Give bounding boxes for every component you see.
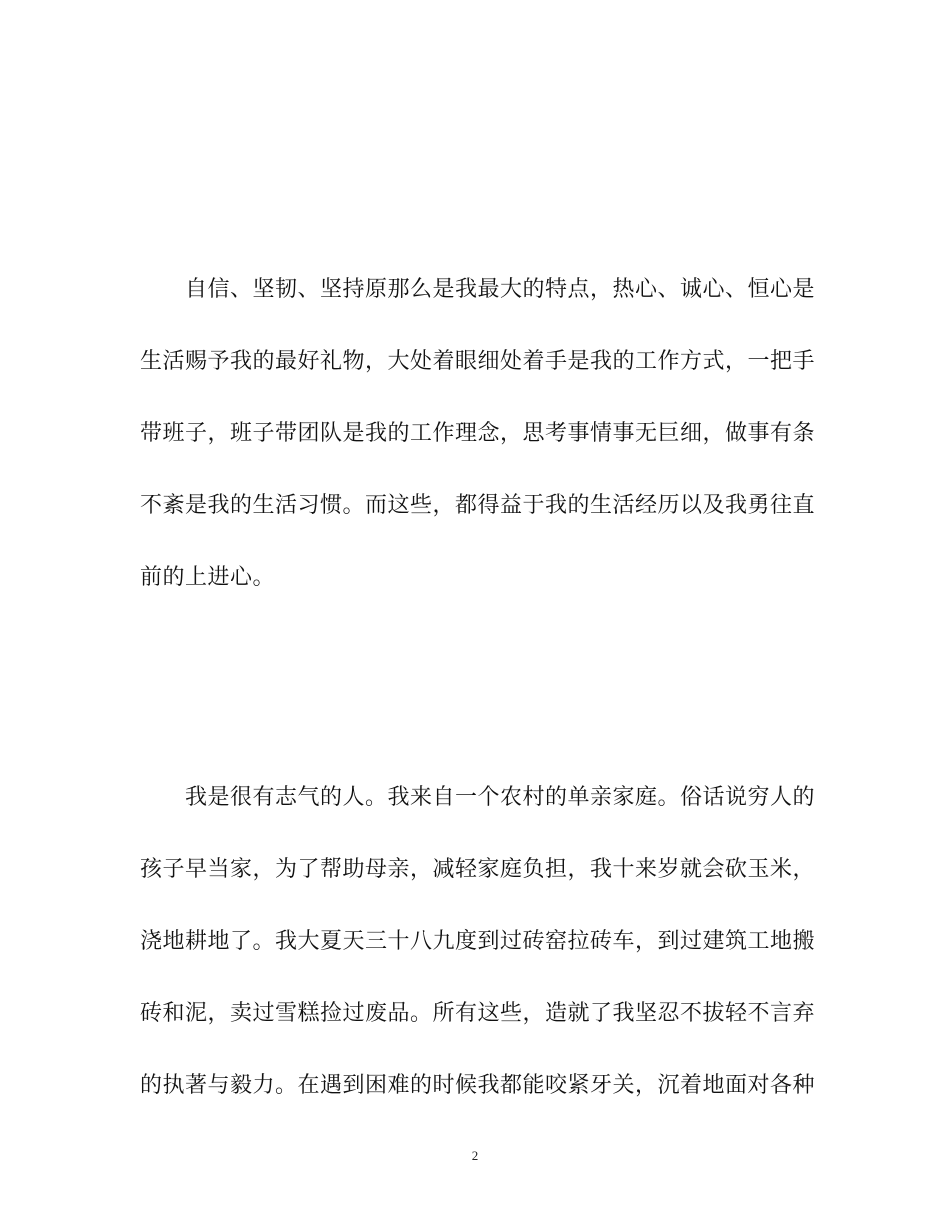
text-line: 前的上进心。: [140, 565, 276, 590]
text-line: 带班子，班子带团队是我的工作理念，思考事情事无巨细，做事有条: [140, 421, 816, 446]
text-line: 孩子早当家，为了帮助母亲，减轻家庭负担，我十来岁就会砍玉米，: [140, 857, 816, 882]
text-line: 不紊是我的生活习惯。而这些，都得益于我的生活经历以及我勇往直: [140, 493, 816, 518]
text-line: 生活赐予我的最好礼物，大处着眼细处着手是我的工作方式，一把手: [140, 349, 816, 374]
page-number: 2: [471, 1148, 479, 1163]
text-line: 自信、坚韧、坚持原那么是我最大的特点，热心、诚心、恒心是: [185, 277, 816, 302]
text-line: 的执著与毅力。在遇到困难的时候我都能咬紧牙关，沉着地面对各种: [140, 1073, 816, 1098]
text-line: 浇地耕地了。我大夏天三十八九度到过砖窑拉砖车，到过建筑工地搬: [140, 929, 816, 954]
text-line: 我是很有志气的人。我来自一个农村的单亲家庭。俗话说穷人的: [185, 785, 816, 810]
text-line: 砖和泥，卖过雪糕捡过废品。所有这些，造就了我坚忍不拔轻不言弃: [140, 1001, 816, 1026]
